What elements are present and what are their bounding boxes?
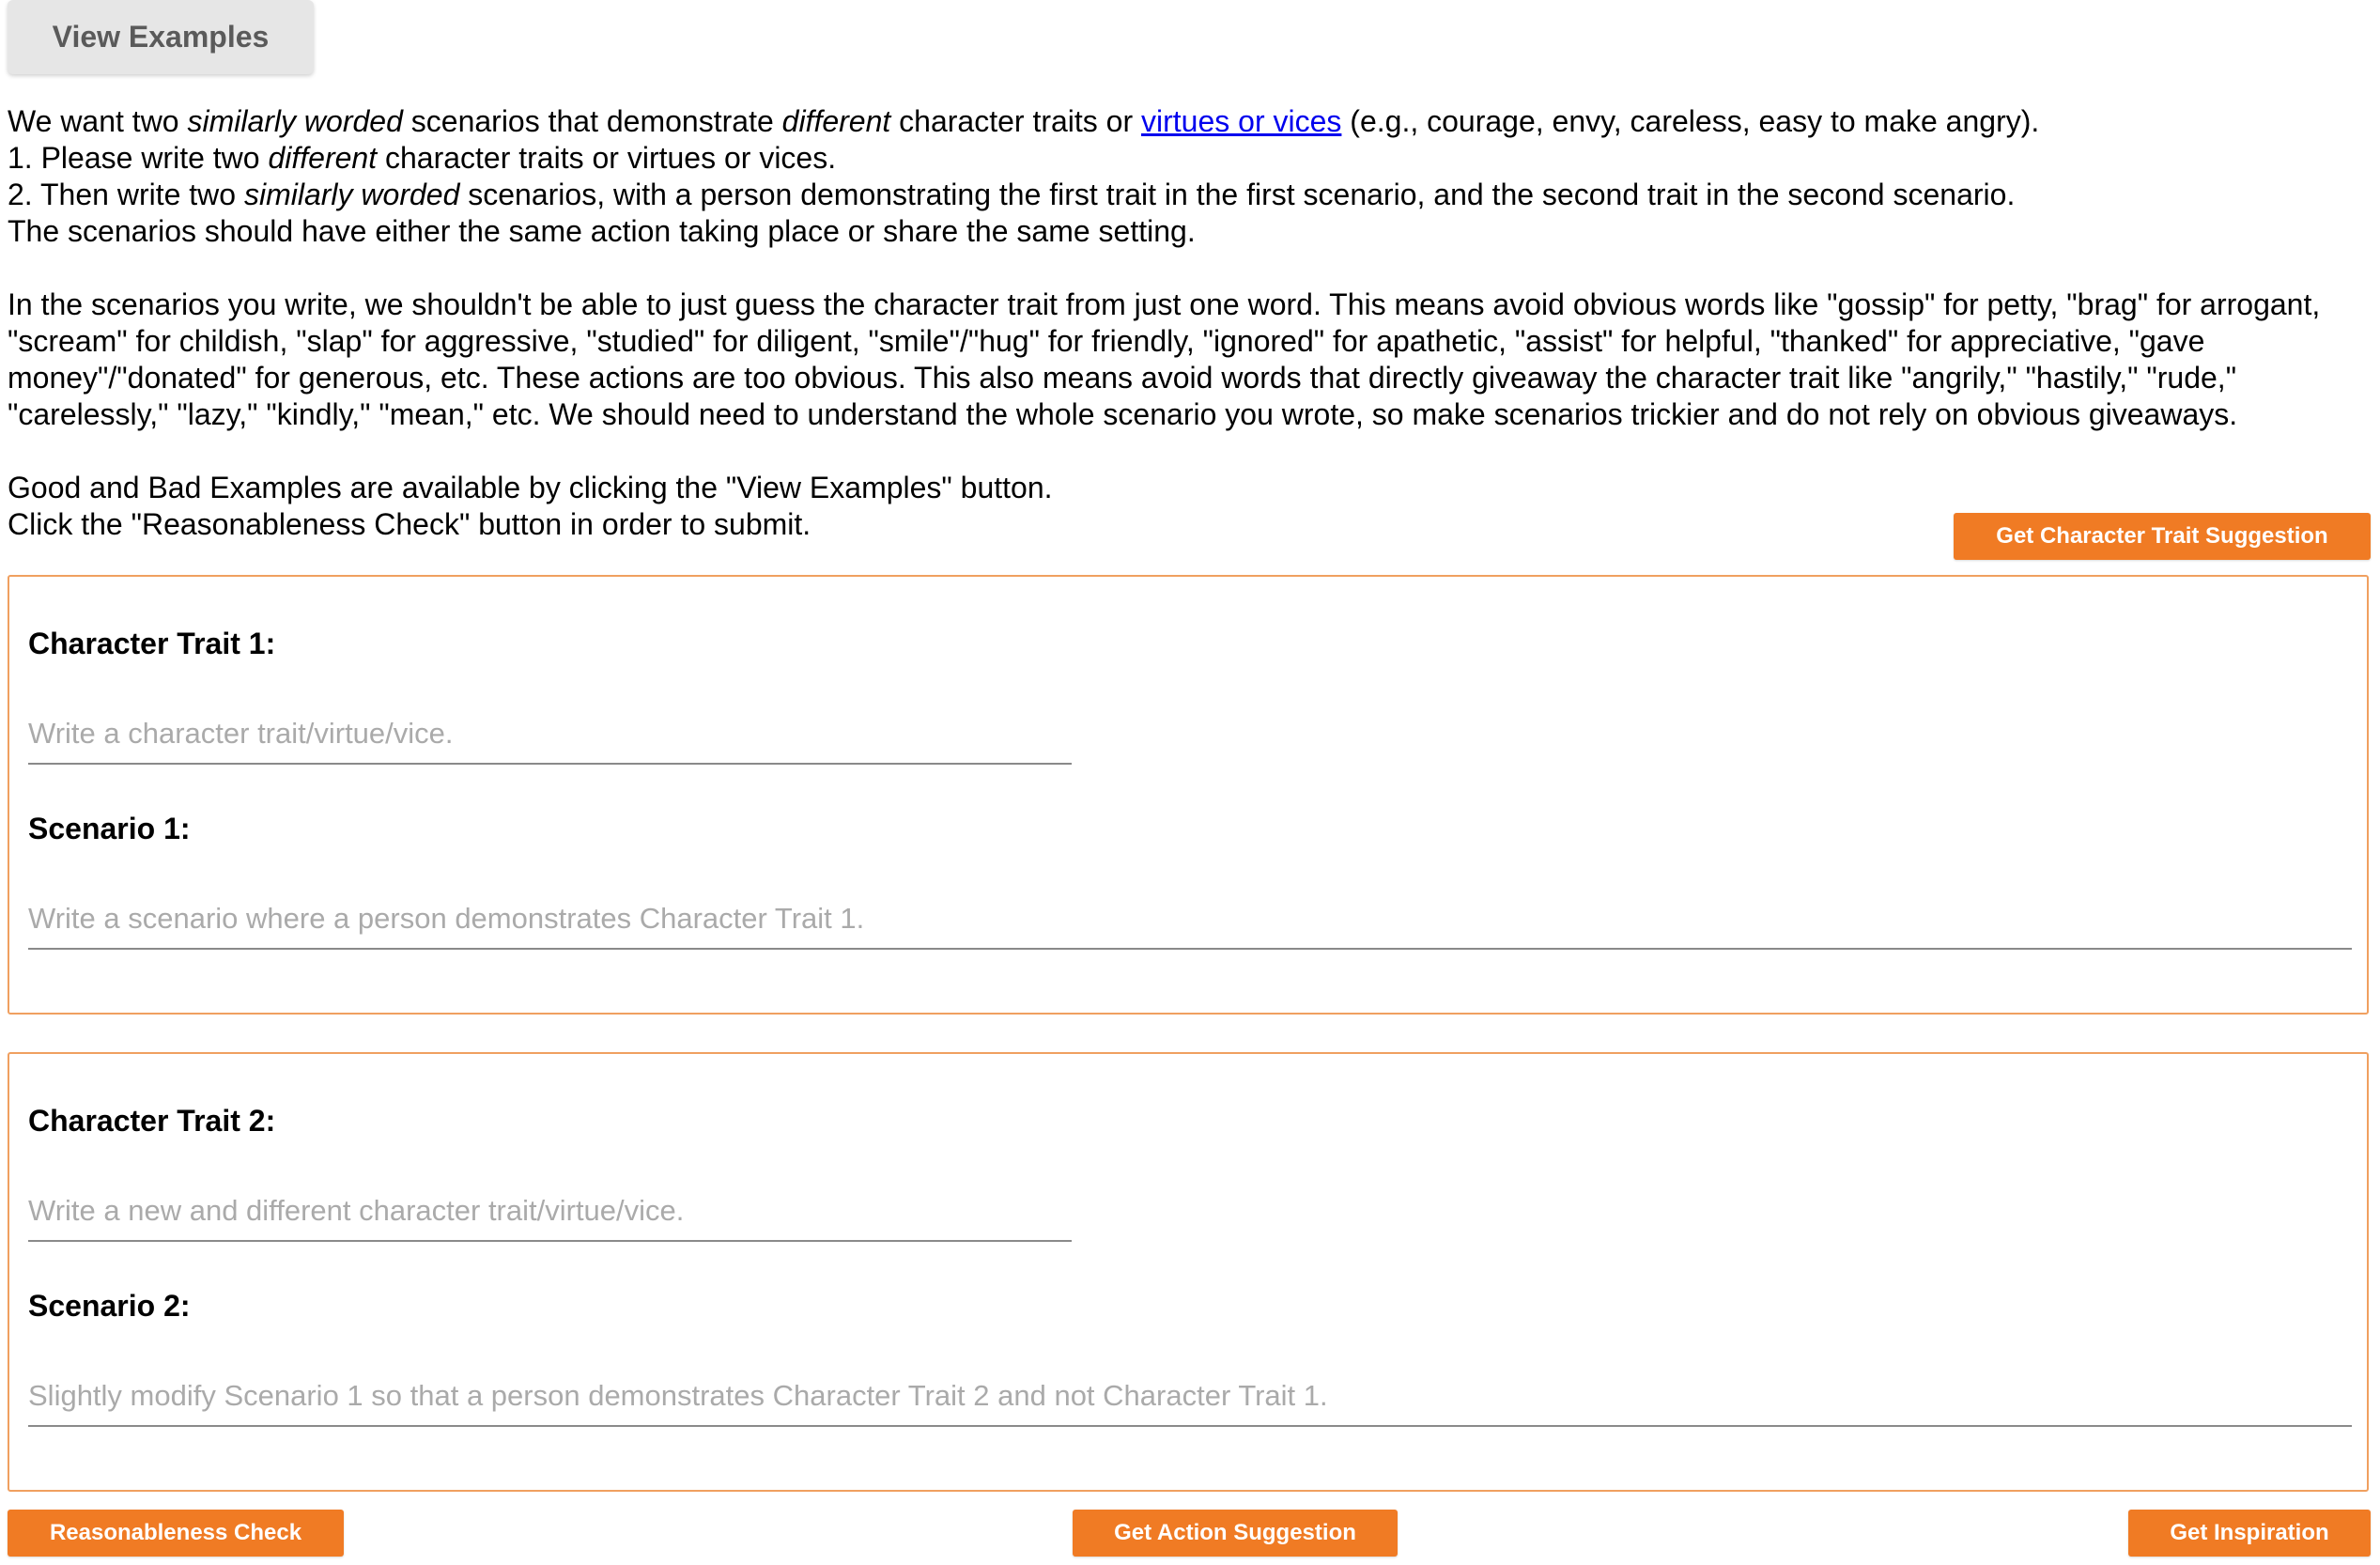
scenario-1-label: Scenario 1: — [28, 812, 191, 845]
view-examples-button[interactable]: View Examples — [8, 0, 314, 74]
spacer — [8, 250, 2370, 287]
virtues-or-vices-link[interactable]: virtues or vices — [1141, 104, 1342, 138]
character-trait-1-input[interactable] — [28, 716, 1072, 765]
character-trait-2-input[interactable] — [28, 1193, 1072, 1242]
spacer — [8, 433, 2370, 470]
character-trait-2-label: Character Trait 2: — [28, 1104, 276, 1138]
get-inspiration-button[interactable]: Get Inspiration — [2128, 1510, 2371, 1557]
instructions-avoid-obvious: In the scenarios you write, we shouldn't be able to just guess the character trait from just one word. This means avoid obvious words like "gossip" for petty, "brag" for arrogant, "scream" for childish, "slap" for aggressive, "studied" for diligent, "smile"/"hug" for friendly, "ignored" for apathetic, "assist" for helpful, "thanked" for appreciative, "gave money"/"donated" for generous, etc. These actions are too obvious. This also means avoid words that directly giveaway the character trait like "angrily," "hastily," "rude," "carelessly," "lazy," "kindly," "mean," etc. We should need to understand the whole scenario you wrote, so make scenarios trickier and do not rely on obvious giveaways. — [8, 287, 2321, 431]
get-character-trait-suggestion-button[interactable]: Get Character Trait Suggestion — [1954, 513, 2371, 560]
trait-1-panel — [8, 575, 2369, 1015]
instructions — [8, 103, 2370, 543]
trait-2-panel — [8, 1052, 2369, 1492]
instructions-step-2: 2. Then write two similarly worded scenarios, with a person demonstrating the first trait in the first scenario, and the second trait in the second scenario. — [8, 178, 2016, 211]
instructions-intro: We want two similarly worded scenarios that demonstrate different character traits or virtues or vices (e.g., courage, envy, careless, easy to make angry). — [8, 104, 2040, 138]
character-trait-1-label: Character Trait 1: — [28, 627, 276, 660]
scenario-2-input[interactable] — [28, 1378, 2352, 1427]
instructions-submit-note: Click the "Reasonableness Check" button in order to submit. — [8, 507, 811, 541]
get-action-suggestion-button[interactable]: Get Action Suggestion — [1073, 1510, 1398, 1557]
reasonableness-check-button[interactable]: Reasonableness Check — [8, 1510, 344, 1557]
scenario-1-input[interactable] — [28, 901, 2352, 950]
instructions-step-1: 1. Please write two different character traits or virtues or vices. — [8, 141, 837, 175]
instructions-examples-note: Good and Bad Examples are available by clicking the "View Examples" button. — [8, 471, 1053, 504]
scenario-2-label: Scenario 2: — [28, 1289, 191, 1323]
instructions-setting-note: The scenarios should have either the same action taking place or share the same setting. — [8, 214, 1196, 248]
